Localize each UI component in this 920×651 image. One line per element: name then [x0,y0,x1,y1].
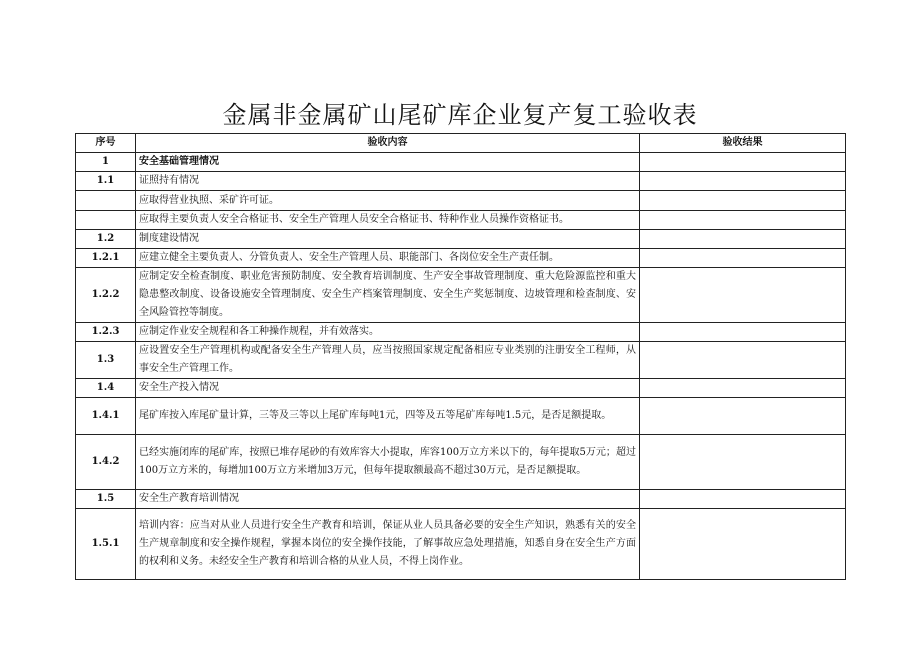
table-body [76,153,846,580]
row-result-cell[interactable] [640,323,846,342]
row-result-cell[interactable] [640,509,846,580]
table-row [76,435,846,490]
table-row [76,153,846,172]
row-result-cell[interactable] [640,398,846,435]
header-no: 序号 [76,134,136,153]
row-number: 1.2.2 [76,268,136,323]
table-row [76,249,846,268]
row-number [76,191,136,211]
row-number: 1.5 [76,490,136,509]
row-content: 应取得营业执照、采矿许可证。 [136,191,640,211]
table-row [76,211,846,230]
table-row [76,509,846,580]
row-result-cell[interactable] [640,379,846,398]
table-row [76,490,846,509]
row-number: 1.2.3 [76,323,136,342]
row-result-cell[interactable] [640,211,846,230]
row-result-cell[interactable] [640,490,846,509]
row-number: 1.2 [76,230,136,249]
row-content: 已经实施闭库的尾矿库，按照已堆存尾砂的有效库容大小提取，库容100万立方米以下的，每年提取5万元；超过100万立方米的，每增加100万立方米增加3万元，但每年提取额最高不超过30万元，是否足额提取。 [136,435,640,490]
row-number: 1.1 [76,172,136,191]
table-row [76,230,846,249]
row-number: 1.3 [76,342,136,379]
row-content: 应制定作业安全规程和各工种操作规程，并有效落实。 [136,323,640,342]
header-result: 验收结果 [640,134,846,153]
row-content: 应取得主要负责人安全合格证书、安全生产管理人员安全合格证书、特种作业人员操作资格证书。 [136,211,640,230]
row-content: 培训内容：应当对从业人员进行安全生产教育和培训，保证从业人员具备必要的安全生产知识，熟悉有关的安全生产规章制度和安全操作规程，掌握本岗位的安全操作技能，了解事故应急处理措施，知悉自身在安全生产方面的权利和义务。未经安全生产教育和培训合格的从业人员，不得上岗作业。 [136,509,640,580]
row-content: 应建立健全主要负责人、分管负责人、安全生产管理人员、职能部门、各岗位安全生产责任制。 [136,249,640,268]
acceptance-table [75,133,846,580]
row-result-cell[interactable] [640,268,846,323]
row-result-cell[interactable] [640,435,846,490]
row-content: 制度建设情况 [136,230,640,249]
row-number: 1.4.1 [76,398,136,435]
row-number: 1.2.1 [76,249,136,268]
header-content: 验收内容 [136,134,640,153]
row-result-cell[interactable] [640,153,846,172]
row-number: 1 [76,153,136,172]
row-number: 1.4.2 [76,435,136,490]
row-result-cell[interactable] [640,249,846,268]
row-number: 1.5.1 [76,509,136,580]
row-content: 安全生产投入情况 [136,379,640,398]
row-content: 应设置安全生产管理机构或配备安全生产管理人员，应当按照国家规定配备相应专业类别的注册安全工程师，从事安全生产管理工作。 [136,342,640,379]
table-row [76,323,846,342]
table-row [76,268,846,323]
table-row [76,172,846,191]
page-title: 金属非金属矿山尾矿库企业复产复工验收表 [222,101,698,129]
row-content: 尾矿库按入库尾矿量计算，三等及三等以上尾矿库每吨1元，四等及五等尾矿库每吨1.5元，是否足额提取。 [136,398,640,435]
row-number [76,211,136,230]
row-content: 安全生产教育培训情况 [136,490,640,509]
table-row [76,191,846,211]
row-content: 安全基础管理情况 [136,153,640,172]
table-row [76,398,846,435]
row-content: 应制定安全检查制度、职业危害预防制度、安全教育培训制度、生产安全事故管理制度、重大危险源监控和重大隐患整改制度、设备设施安全管理制度、安全生产档案管理制度、安全生产奖惩制度、边坡管理和检查制度、安全风险管控等制度。 [136,268,640,323]
row-result-cell[interactable] [640,342,846,379]
row-result-cell[interactable] [640,172,846,191]
table-row [76,342,846,379]
row-number: 1.4 [76,379,136,398]
row-result-cell[interactable] [640,191,846,211]
row-content: 证照持有情况 [136,172,640,191]
table-row [76,379,846,398]
row-result-cell[interactable] [640,230,846,249]
table-header-row [76,134,846,153]
